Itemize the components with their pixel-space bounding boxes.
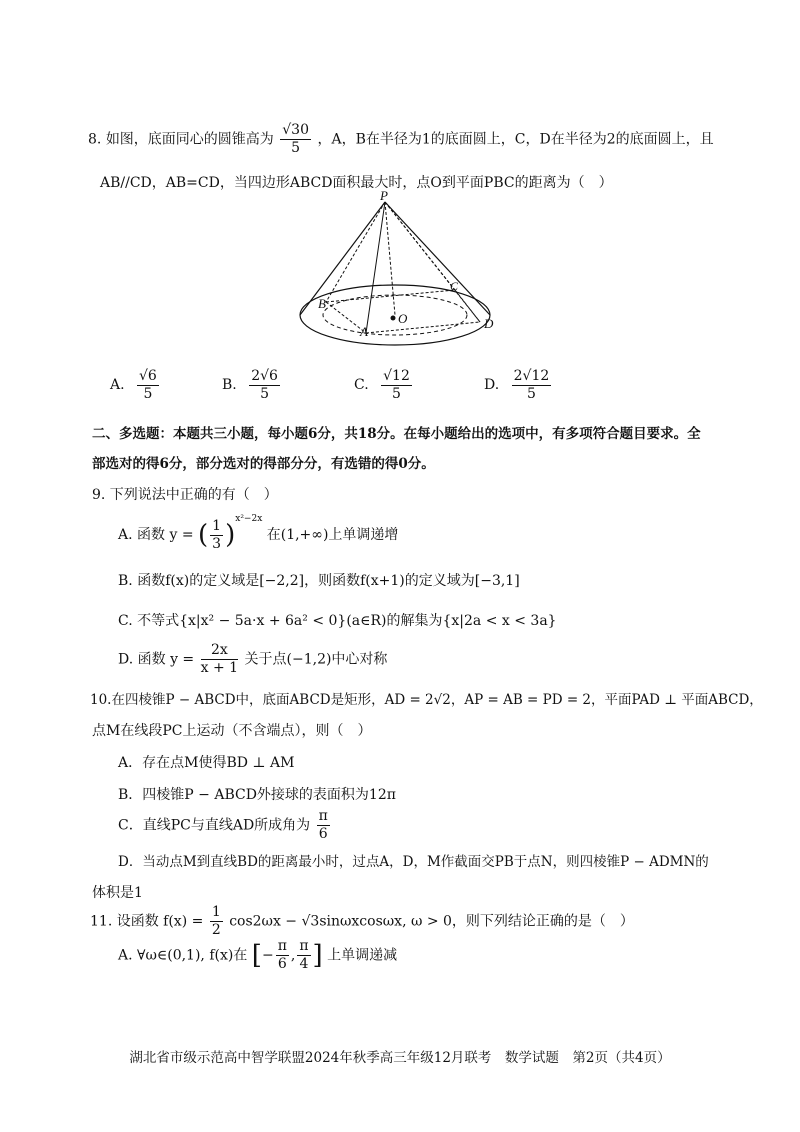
q8-height-den: 5 [291,139,301,156]
q8-option-b-letter: B. [222,377,237,394]
q11-a-post: 上单调递减 [327,947,398,964]
q9-d-fraction [201,642,238,677]
q10-c-pre: C．直线PC与直线AD所成角为 [118,817,311,834]
q8-option-a-num: √6 [139,368,157,384]
q11-a-left-num: π [277,938,287,954]
cone-right-generator [385,202,490,315]
q9-d-num: 2x [201,642,238,660]
center-point-O [391,316,396,321]
q10-option-b[interactable]: B．四棱锥P − ABCD外接球的表面积为12π [118,787,396,803]
q11-a-right-fraction [297,938,310,973]
q10-option-d-line2: 体积是1 [92,885,143,901]
label-D: D [484,316,494,331]
q9-d-den: x + 1 [200,659,239,676]
q10-option-a[interactable]: A．存在点M使得BD ⊥ AM [118,755,295,771]
q8-option-d-den: 5 [527,385,536,402]
label-O: O [398,311,408,326]
label-P: P [380,190,388,203]
q8-option-d-num: 2√12 [513,368,550,384]
q8-line1 [88,122,714,157]
q9-option-b[interactable]: B. 函数f(x)的定义域是[−2,2]，则函数f(x+1)的定义域为[−3,1] [118,573,520,589]
q8-option-c-den: 5 [392,385,401,402]
q11-a-left-fraction [276,938,289,973]
q8-stem-a: 如图，底面同心的圆锥高为 [105,131,274,148]
section2-instructions-line2: 部选对的得6分，部分选对的得部分分，有选错的得0分。 [92,456,435,472]
q10-c-num: π [318,808,328,824]
q11-den: 2 [211,921,221,938]
q8-option-d-fraction [512,368,552,403]
q8-option-c-letter: C. [354,377,369,394]
q8-option-a-den: 5 [143,385,153,402]
cone-figure [290,190,510,360]
q9-a-base-fraction [210,518,223,553]
q8-option-c[interactable] [354,368,414,403]
q8-height-num: √30 [282,122,310,138]
q8-option-b-den: 5 [260,385,270,402]
q10-option-d-line1[interactable]: D．当动点M到直线BD的距离最小时，过点A，D，M作截面交PB于点N，则四棱锥P − ADMN的 [118,854,709,870]
segment-PO [385,202,395,315]
q11-a-bracket-close: ] [312,940,323,971]
q9-option-c[interactable]: C. 不等式{x|x² − 5a·x + 6a² < 0}(a∈R)的解集为{x|2a < x < 3a} [118,613,557,629]
section2-instructions-line1: 二、多选题：本题共三小题，每小题6分，共18分。在每小题给出的选项中，有多项符合题目要求。全 [92,426,701,442]
q11-post: cos2ωx − √3sinωxcosωx, ω > 0，则下列结论正确的是（ ） [229,913,634,930]
q10-line2: 点M在线段PC上运动（不含端点），则（ ） [92,723,372,739]
segment-AD [366,322,480,333]
q9-stem: 9. 下列说法中正确的有（ ） [92,487,278,503]
q8-option-a-fraction [137,368,159,403]
q9-a-post: 在(1,+∞)上单调递增 [266,527,399,543]
page-footer: 湖北省市级示范高中智学联盟2024年秋季高三年级12月联考 数学试题 第2页（共4页） [129,1050,671,1066]
q8-option-d[interactable] [484,368,553,403]
q9-a-paren-open: ( [198,520,209,550]
q11-num: 1 [211,904,221,920]
q11-a-comma: , [290,947,296,964]
q8-number: 8. [88,131,102,148]
q8-height-fraction [280,122,311,157]
q9-option-d[interactable] [118,642,387,677]
q10-option-c[interactable] [118,808,332,843]
q8-stem-b: ，A，B在半径为1的底面圆上，C，D在半径为2的底面圆上，且 [317,131,714,148]
q10-c-fraction [317,808,330,843]
q11-a-right-den: 4 [299,955,309,972]
q11-stem [90,904,634,939]
q11-a-right-num: π [299,938,309,954]
label-B: B [318,296,326,311]
q9-a-paren-close: ) [225,520,236,550]
segment-PA [366,202,385,333]
q8-option-b-fraction [249,368,280,403]
label-C: C [450,279,459,293]
q8-option-c-fraction [381,368,412,403]
q9-a-base-den: 3 [212,535,222,552]
q11-a-pre: A. ∀ω∈(0,1), f(x)在 [118,947,248,964]
q8-option-b-num: 2√6 [251,368,278,384]
q8-option-c-num: √12 [383,368,410,384]
q9-d-pre: D. 函数 y = [118,651,195,668]
q8-line2: AB//CD，AB=CD，当四边形ABCD面积最大时，点O到平面PBC的距离为（ ） [100,175,613,191]
q9-a-exponent: x²−2x [235,514,263,524]
q11-pre: 11. 设函数 f(x) = [90,913,204,930]
q8-option-a-letter: A. [110,377,125,394]
q9-option-a[interactable] [118,514,398,552]
q11-a-bracket-open: [ [251,940,262,971]
q8-option-b[interactable] [222,368,282,403]
q11-a-left-den: 6 [277,955,287,972]
q11-fraction [210,904,223,939]
q9-d-post: 关于点(−1,2)中心对称 [244,651,388,668]
q10-c-den: 6 [318,825,328,842]
q9-a-base-num: 1 [212,517,222,534]
q11-a-minus: − [261,947,274,964]
q10-line1: 10.在四棱锥P − ABCD中，底面ABCD是矩形，AD = 2√2，AP = AB = PD = 2，平面PAD ⊥ 平面ABCD， [90,692,763,708]
q8-option-d-letter: D. [484,377,500,394]
label-A: A [360,324,368,339]
segment-PB [326,202,385,302]
q11-option-a[interactable] [118,938,397,973]
q8-option-a[interactable] [110,368,161,403]
q9-a-pre: A. 函数 y = [118,527,194,543]
